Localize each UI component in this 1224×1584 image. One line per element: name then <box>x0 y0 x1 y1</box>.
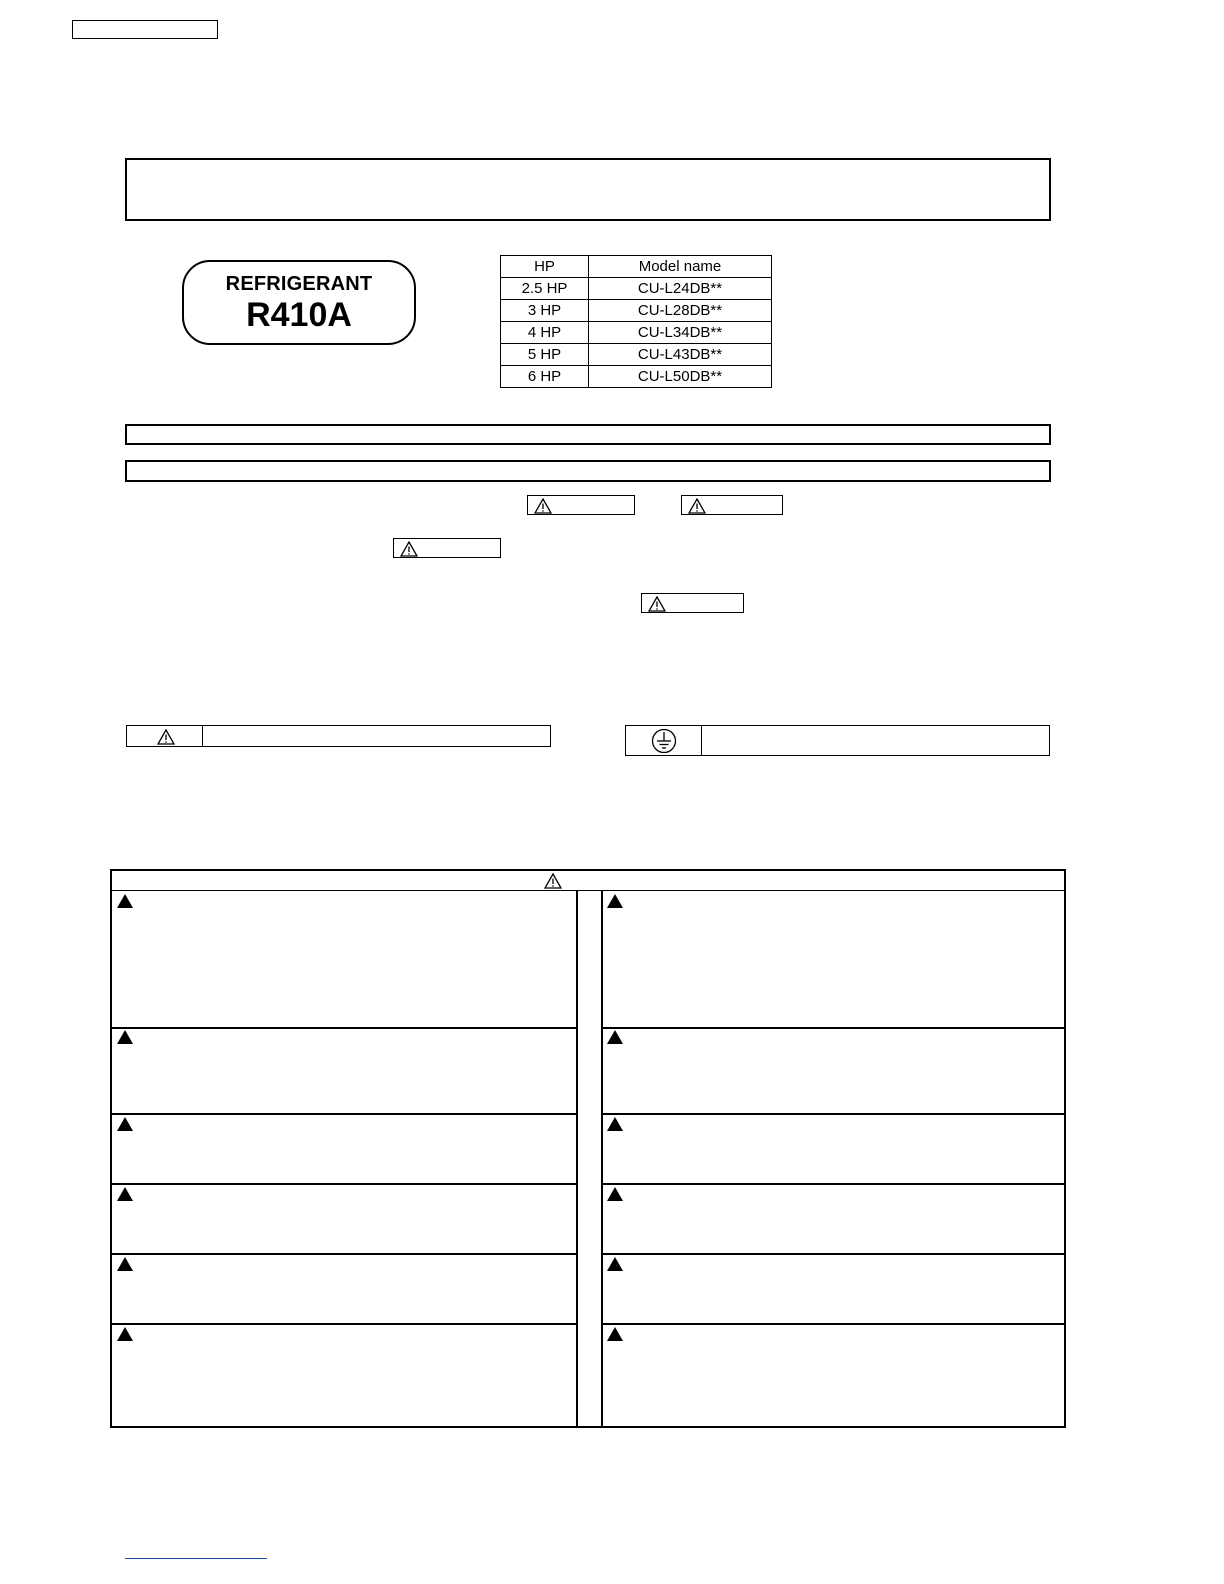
warning-tag <box>527 495 635 515</box>
header-tag-box <box>72 20 218 39</box>
section-heading-box <box>125 460 1051 482</box>
warning-tag <box>393 538 501 558</box>
section-heading-box <box>125 424 1051 445</box>
filled-triangle-icon <box>117 1257 133 1271</box>
table-cell-hp: 5 HP <box>501 344 589 366</box>
row-divider <box>112 1323 577 1325</box>
refrigerant-label <box>182 260 416 345</box>
warning-table <box>110 869 1066 1428</box>
table-row <box>501 322 772 344</box>
filled-triangle-icon <box>117 1117 133 1131</box>
table-cell-hp: 4 HP <box>501 322 589 344</box>
model-table <box>500 255 772 388</box>
filled-triangle-icon <box>117 1187 133 1201</box>
earth-ground-icon <box>651 728 677 754</box>
table-cell-model: CU-L28DB** <box>589 300 772 322</box>
row-divider <box>112 1113 577 1115</box>
row-divider <box>112 1027 577 1029</box>
warning-table-header <box>112 871 1064 891</box>
row-divider <box>602 1183 1066 1185</box>
warning-triangle-icon <box>544 873 562 889</box>
table-cell-model: CU-L34DB** <box>589 322 772 344</box>
table-row <box>501 344 772 366</box>
row-divider <box>112 1183 577 1185</box>
table-cell-model: CU-L50DB** <box>589 366 772 388</box>
table-header-model: Model name <box>589 256 772 278</box>
filled-triangle-icon <box>117 1327 133 1341</box>
table-cell-model: CU-L24DB** <box>589 278 772 300</box>
table-cell-model: CU-L43DB** <box>589 344 772 366</box>
table-row <box>501 300 772 322</box>
refrigerant-type: R410A <box>246 296 352 334</box>
warning-tag <box>641 593 744 613</box>
warning-triangle-icon <box>534 498 552 514</box>
column-divider <box>601 891 603 1428</box>
table-header-hp: HP <box>501 256 589 278</box>
title-box <box>125 158 1051 221</box>
row-divider <box>602 1113 1066 1115</box>
filled-triangle-icon <box>607 1327 623 1341</box>
filled-triangle-icon <box>607 1257 623 1271</box>
warning-triangle-icon <box>157 729 175 745</box>
row-divider <box>602 1027 1066 1029</box>
table-cell-hp: 2.5 HP <box>501 278 589 300</box>
table-cell-hp: 6 HP <box>501 366 589 388</box>
row-divider <box>602 1253 1066 1255</box>
table-cell-hp: 3 HP <box>501 300 589 322</box>
filled-triangle-icon <box>117 894 133 908</box>
warning-triangle-icon <box>648 596 666 612</box>
filled-triangle-icon <box>117 1030 133 1044</box>
symbol-legend-icon-cell <box>127 726 203 746</box>
filled-triangle-icon <box>607 1187 623 1201</box>
table-row <box>501 278 772 300</box>
filled-triangle-icon <box>607 894 623 908</box>
filled-triangle-icon <box>607 1030 623 1044</box>
warning-triangle-icon <box>400 541 418 557</box>
filled-triangle-icon <box>607 1117 623 1131</box>
warning-triangle-icon <box>688 498 706 514</box>
symbol-legend-warning <box>126 725 551 747</box>
table-header-row <box>501 256 772 278</box>
row-divider <box>112 1253 577 1255</box>
table-row <box>501 366 772 388</box>
symbol-legend-earth <box>625 725 1050 756</box>
footer-link[interactable] <box>125 1558 267 1559</box>
symbol-legend-icon-cell <box>626 726 702 755</box>
column-divider <box>576 891 578 1428</box>
row-divider <box>602 1323 1066 1325</box>
refrigerant-title: REFRIGERANT <box>225 273 373 295</box>
warning-tag <box>681 495 783 515</box>
